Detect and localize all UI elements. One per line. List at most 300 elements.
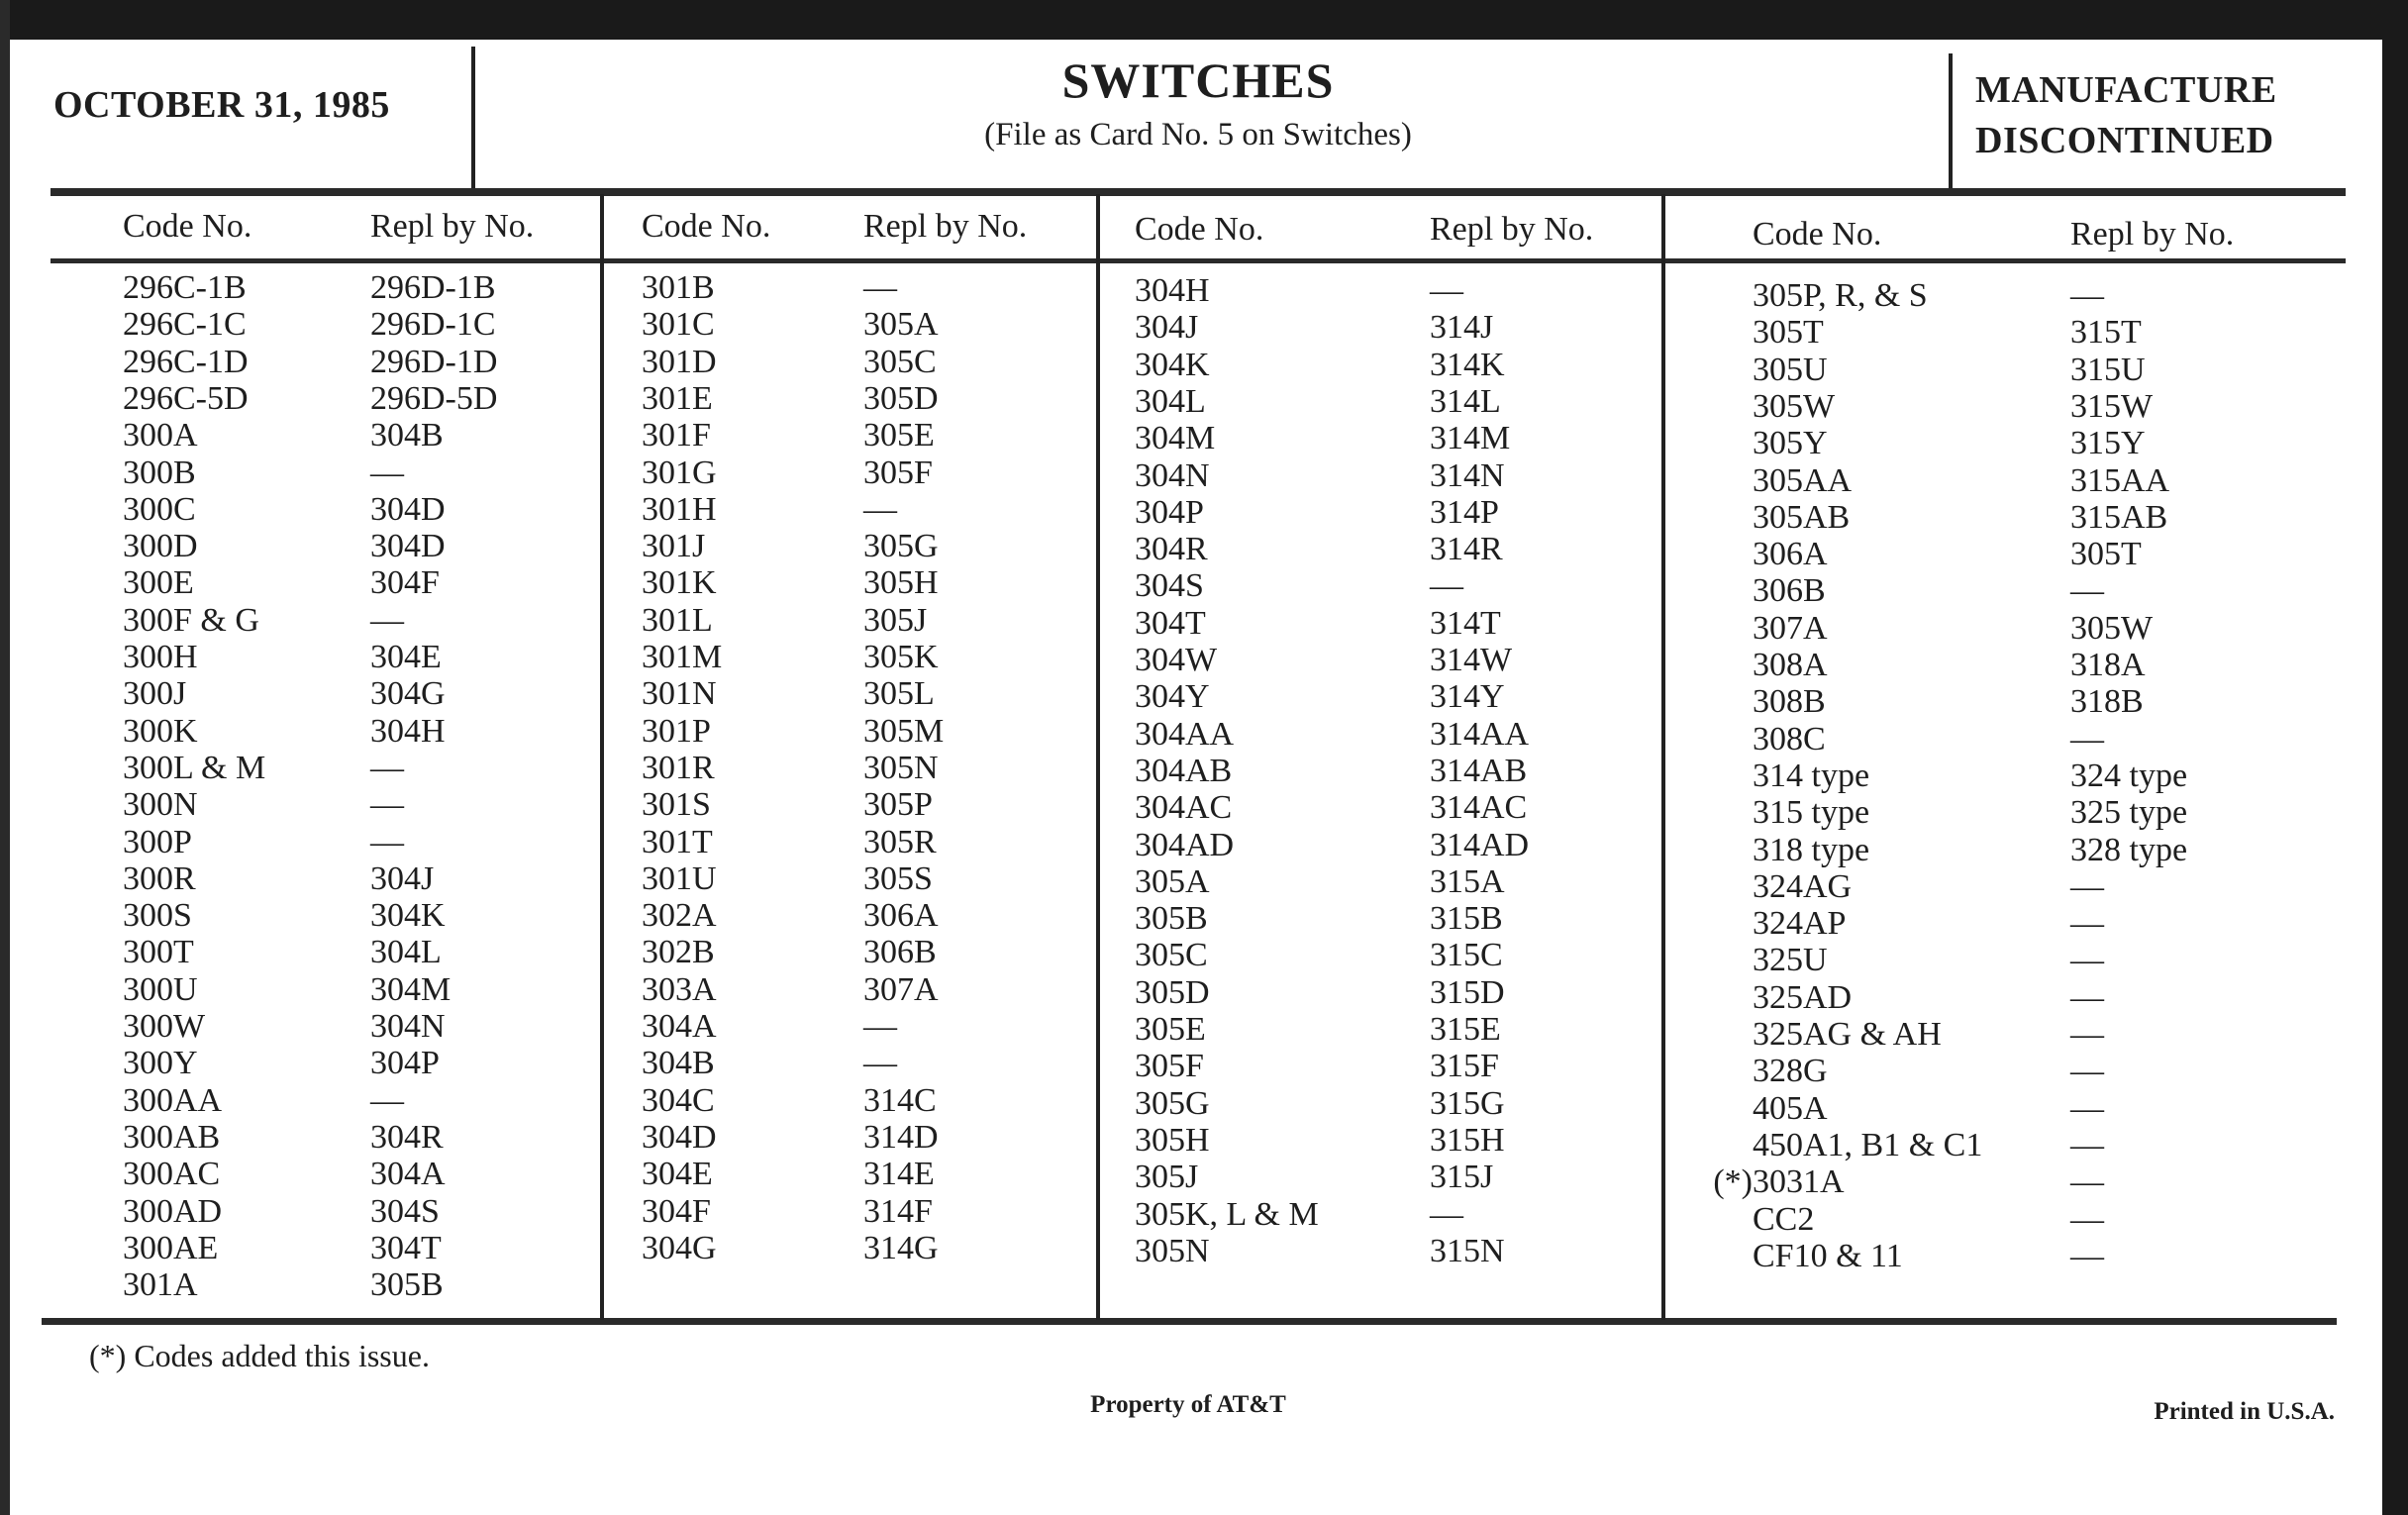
replacement-cell: — — [370, 601, 404, 639]
code-value: 300T — [123, 934, 194, 971]
code-cell — [1135, 753, 1232, 789]
code-value: 304Y — [1135, 678, 1210, 716]
code-value: 304T — [1135, 604, 1206, 642]
code-cell — [1135, 420, 1215, 456]
code-value: 305A — [1135, 862, 1210, 900]
code-value: 325U — [1753, 942, 1828, 979]
code-value: 305Y — [1753, 425, 1828, 462]
code-value: 300W — [123, 1008, 206, 1045]
scan-border-left — [0, 0, 10, 1515]
code-cell — [123, 1193, 222, 1230]
replacement-cell: — — [370, 823, 404, 860]
replacement-cell: 314AA — [1430, 715, 1530, 753]
code-cell — [123, 1266, 198, 1303]
code-cell — [642, 897, 717, 934]
code-cell — [1753, 277, 1928, 314]
code-value: 300K — [123, 712, 198, 750]
code-cell — [1753, 1090, 1828, 1127]
code-cell — [642, 1156, 713, 1192]
code-cell — [123, 380, 249, 417]
code-cell — [123, 1119, 220, 1156]
page-subtitle: (File as Card No. 5 on Switches) — [984, 117, 1412, 152]
code-value: 301T — [642, 823, 713, 860]
replacement-cell: 314C — [863, 1081, 937, 1119]
code-cell — [642, 824, 713, 860]
replacement-cell: 304J — [370, 859, 435, 897]
code-value: 300U — [123, 970, 198, 1008]
replacement-cell: 305J — [863, 601, 928, 639]
code-value: 296C-1B — [123, 269, 247, 306]
replacement-cell: 328 type — [2070, 831, 2188, 868]
replacement-cell: 318B — [2070, 683, 2144, 721]
code-value: 301R — [642, 749, 715, 786]
code-cell — [642, 380, 713, 417]
code-cell — [1135, 347, 1210, 383]
column-header-repl: Repl by No. — [2070, 216, 2235, 252]
code-value: 306A — [1753, 536, 1828, 573]
code-cell — [1753, 832, 1869, 868]
code-value: 301P — [642, 712, 711, 750]
code-value: 304W — [1135, 642, 1218, 678]
code-value: 305D — [1135, 973, 1210, 1011]
code-cell — [1135, 716, 1234, 753]
code-value: 304J — [1135, 309, 1199, 347]
replacement-cell: 315U — [2070, 351, 2146, 388]
code-value: 300AE — [123, 1229, 219, 1266]
replacement-cell: 296D-1D — [370, 343, 498, 380]
code-cell — [642, 269, 715, 306]
scan-border-right — [2382, 0, 2408, 1515]
code-cell — [123, 1156, 220, 1192]
replacement-cell: 305S — [863, 859, 933, 897]
code-cell — [1753, 794, 1869, 831]
code-cell — [1753, 942, 1828, 978]
code-cell — [123, 860, 196, 897]
footnote: (*) Codes added this issue. — [89, 1338, 430, 1373]
replacement-cell: — — [2070, 867, 2104, 905]
replacement-cell: 314L — [1430, 382, 1501, 420]
code-cell — [1135, 900, 1208, 937]
replacement-cell: 296D-5D — [370, 379, 498, 417]
code-value: 296C-1D — [123, 343, 249, 380]
code-value: 303A — [642, 970, 717, 1008]
replacement-cell: 314AD — [1430, 826, 1530, 863]
replacement-cell: 305B — [370, 1266, 444, 1304]
property-notice: Property of AT&T — [1090, 1391, 1286, 1418]
code-value: 300C — [123, 490, 196, 528]
column-header-code: Code No. — [1753, 216, 1882, 252]
replacement-cell: 315Y — [2070, 425, 2146, 462]
code-cell — [123, 1230, 218, 1266]
replacement-cell: 307A — [863, 970, 939, 1008]
replacement-cell: 304B — [370, 417, 444, 454]
code-cell — [1753, 979, 1852, 1016]
code-cell — [1753, 499, 1850, 536]
code-cell — [123, 306, 247, 343]
code-cell — [1753, 1053, 1828, 1089]
code-value: 304C — [642, 1081, 715, 1119]
code-value: 305P, R, & S — [1753, 277, 1928, 314]
replacement-cell: 314D — [863, 1118, 939, 1156]
code-cell — [642, 675, 717, 712]
code-value: 304S — [1135, 567, 1204, 605]
printed-notice: Printed in U.S.A. — [2154, 1398, 2335, 1425]
replacement-cell: 314P — [1430, 493, 1499, 531]
code-cell — [1753, 572, 1826, 609]
code-value: 3031A — [1753, 1163, 1845, 1201]
code-cell — [1135, 1159, 1198, 1195]
code-value: 296C-5D — [123, 379, 249, 417]
replacement-cell: 304M — [370, 970, 452, 1008]
code-cell — [642, 528, 705, 564]
code-value: 315 type — [1753, 794, 1870, 832]
code-cell — [1135, 457, 1210, 494]
code-cell — [1753, 1238, 1903, 1274]
replacement-cell: 305W — [2070, 609, 2154, 647]
code-value: 305H — [1135, 1121, 1210, 1159]
code-cell — [642, 1008, 717, 1045]
header-rule — [50, 188, 2346, 196]
replacement-cell: 304N — [370, 1008, 446, 1045]
code-cell — [123, 344, 249, 380]
replacement-cell: 315A — [1430, 862, 1505, 900]
replacement-cell: — — [2070, 942, 2104, 979]
column-header-code: Code No. — [1135, 211, 1264, 248]
replacement-cell: 305T — [2070, 536, 2142, 573]
code-value: 300H — [123, 639, 198, 675]
code-value: 305G — [1135, 1084, 1210, 1122]
code-value: 304B — [642, 1045, 715, 1082]
replacement-cell: — — [1430, 1195, 1463, 1233]
replacement-cell: 314Y — [1430, 678, 1505, 716]
code-cell — [1753, 610, 1828, 647]
replacement-cell: — — [2070, 1200, 2104, 1238]
code-value: 304AA — [1135, 715, 1235, 753]
replacement-cell: 325 type — [2070, 794, 2188, 832]
code-cell — [123, 824, 192, 860]
replacement-cell: 304D — [370, 490, 446, 528]
code-cell — [1135, 272, 1210, 309]
code-cell — [1135, 1233, 1210, 1269]
code-value: 305AA — [1753, 461, 1853, 499]
code-value: 304AD — [1135, 826, 1235, 863]
replacement-cell: 305E — [863, 417, 935, 454]
replacement-cell: — — [863, 269, 897, 306]
replacement-cell: 315F — [1430, 1048, 1499, 1085]
replacement-cell: — — [2070, 905, 2104, 943]
code-value: 300J — [123, 675, 187, 713]
code-value: 314 type — [1753, 757, 1870, 794]
replacement-cell: 306A — [863, 897, 939, 935]
code-value: 305J — [1135, 1159, 1199, 1196]
replacement-cell: 314E — [863, 1156, 935, 1193]
code-cell — [123, 639, 198, 675]
replacement-cell: — — [370, 1081, 404, 1119]
replacement-cell: 305C — [863, 343, 937, 380]
replacement-cell: 315G — [1430, 1084, 1505, 1122]
replacement-cell: — — [2070, 1016, 2104, 1053]
replacement-cell: 318A — [2070, 647, 2146, 683]
code-value: CC2 — [1753, 1200, 1815, 1238]
code-value: 305N — [1135, 1232, 1210, 1269]
replacement-cell: 314M — [1430, 420, 1511, 457]
replacement-cell: 304P — [370, 1045, 440, 1082]
replacement-cell: 304A — [370, 1156, 446, 1193]
code-value: 300AC — [123, 1156, 221, 1193]
code-value: 300R — [123, 859, 196, 897]
code-value: 301H — [642, 490, 717, 528]
replacement-cell: 315N — [1430, 1232, 1505, 1269]
code-cell — [1753, 905, 1846, 942]
replacement-cell: 314F — [863, 1192, 933, 1230]
code-cell — [642, 1082, 715, 1119]
column-header-code: Code No. — [642, 208, 771, 245]
code-value: 300Y — [123, 1045, 198, 1082]
code-cell — [642, 786, 711, 823]
code-cell — [1753, 425, 1828, 461]
code-cell — [123, 564, 194, 601]
code-cell — [642, 417, 711, 454]
code-value: 301C — [642, 306, 715, 344]
replacement-cell: 304G — [370, 675, 446, 713]
replacement-cell: 314K — [1430, 346, 1505, 383]
code-cell — [642, 602, 713, 639]
code-value: 301A — [123, 1266, 198, 1304]
code-cell — [642, 860, 717, 897]
code-value: 301M — [642, 639, 723, 675]
code-cell — [123, 897, 192, 934]
code-cell — [123, 934, 194, 970]
issue-date: OCTOBER 31, 1985 — [53, 84, 390, 126]
code-cell — [1135, 1085, 1210, 1122]
replacement-cell: 315AB — [2070, 498, 2168, 536]
code-value: 300S — [123, 897, 192, 935]
code-cell — [1753, 1201, 1814, 1238]
replacement-cell: 305R — [863, 823, 937, 860]
code-cell — [1135, 937, 1208, 973]
replacement-cell: 305G — [863, 528, 939, 565]
replacement-cell: 314R — [1430, 531, 1503, 568]
replacement-cell: 315T — [2070, 314, 2142, 352]
replacement-cell: — — [863, 1045, 897, 1082]
replacement-cell: 304L — [370, 934, 442, 971]
code-cell — [1135, 678, 1210, 715]
code-cell — [642, 454, 717, 491]
code-cell — [1135, 383, 1206, 420]
code-cell — [1753, 462, 1852, 499]
code-value: 300F & G — [123, 601, 259, 639]
code-cell — [123, 971, 198, 1008]
replacement-cell: 314AB — [1430, 752, 1528, 789]
replacement-cell: 304H — [370, 712, 446, 750]
code-cell — [123, 1008, 205, 1045]
code-cell — [123, 528, 198, 564]
replacement-cell: 315W — [2070, 387, 2154, 425]
code-value: 304G — [642, 1229, 717, 1266]
replacement-cell: 315B — [1430, 900, 1503, 938]
replacement-cell: — — [1430, 272, 1463, 309]
code-cell — [123, 750, 265, 786]
code-value: 300D — [123, 528, 198, 565]
replacement-cell: 305L — [863, 675, 935, 713]
code-value: 300AA — [123, 1081, 223, 1119]
code-cell — [1135, 789, 1232, 826]
scan-border-top — [0, 0, 2408, 40]
replacement-cell: 315AA — [2070, 461, 2170, 499]
code-value: 405A — [1753, 1089, 1828, 1127]
replacement-cell: — — [863, 490, 897, 528]
code-value: 300E — [123, 564, 194, 602]
code-cell — [1135, 827, 1234, 863]
code-value: 318 type — [1753, 831, 1870, 868]
code-cell — [642, 1119, 717, 1156]
column-header-repl: Repl by No. — [1430, 211, 1594, 248]
replacement-cell: 314AC — [1430, 789, 1528, 827]
code-cell — [642, 306, 715, 343]
code-cell — [1135, 1011, 1206, 1048]
code-value: 304K — [1135, 346, 1210, 383]
code-cell — [123, 675, 186, 712]
code-cell — [1135, 605, 1206, 642]
code-value: 305K, L & M — [1135, 1195, 1319, 1233]
replacement-cell: 304R — [370, 1118, 444, 1156]
code-cell — [1135, 309, 1198, 346]
replacement-cell: — — [2070, 277, 2104, 314]
code-cell — [1753, 1127, 1982, 1163]
code-cell — [642, 971, 717, 1008]
code-cell — [1753, 352, 1828, 388]
header-divider-right — [1949, 53, 1953, 194]
code-value: 300L & M — [123, 749, 266, 786]
column-divider-2 — [1096, 194, 1100, 1320]
code-value: 300AB — [123, 1118, 221, 1156]
replacement-cell: 314J — [1430, 309, 1494, 347]
code-value: 307A — [1753, 609, 1828, 647]
replacement-cell: 304F — [370, 564, 440, 602]
code-value: 301S — [642, 786, 711, 824]
code-cell — [123, 454, 196, 491]
code-value: 308B — [1753, 683, 1826, 721]
code-value: 305T — [1753, 314, 1824, 352]
code-cell — [642, 1045, 715, 1081]
replacement-cell: — — [2070, 1053, 2104, 1090]
code-cell — [1135, 1122, 1210, 1159]
code-value: 301N — [642, 675, 717, 713]
replacement-cell: 324 type — [2070, 757, 2188, 794]
replacement-cell: 315H — [1430, 1121, 1505, 1159]
replacement-cell: 305N — [863, 749, 939, 786]
code-cell — [123, 491, 196, 528]
column-header-repl: Repl by No. — [863, 208, 1028, 245]
code-cell — [123, 1082, 222, 1119]
replacement-cell: — — [1430, 567, 1463, 605]
replacement-cell: — — [863, 1008, 897, 1045]
code-cell — [123, 417, 198, 454]
replacement-cell: — — [2070, 1126, 2104, 1163]
code-value: 306B — [1753, 572, 1826, 610]
code-value: CF10 & 11 — [1753, 1237, 1903, 1274]
code-value: 305W — [1753, 387, 1836, 425]
code-value: 301G — [642, 454, 717, 491]
code-cell — [1135, 1196, 1319, 1233]
replacement-cell: 305M — [863, 712, 945, 750]
replacement-cell: 305F — [863, 454, 933, 491]
code-value: 305B — [1135, 900, 1208, 938]
code-value: 300A — [123, 417, 198, 454]
code-cell — [123, 786, 198, 823]
replacement-cell: 296D-1C — [370, 306, 496, 344]
code-cell — [1135, 531, 1208, 567]
replacement-cell: — — [370, 454, 404, 491]
code-value: 300B — [123, 454, 196, 491]
code-cell — [642, 934, 715, 970]
replacement-cell: — — [370, 749, 404, 786]
code-value: 308C — [1753, 720, 1826, 758]
code-value: 304A — [642, 1008, 717, 1045]
code-cell — [1753, 721, 1826, 758]
new-code-marker: (*) — [1713, 1163, 1753, 1201]
code-value: 305C — [1135, 937, 1208, 974]
replacement-cell: 315J — [1430, 1159, 1494, 1196]
code-value: 304E — [642, 1156, 713, 1193]
replacement-cell: 305A — [863, 306, 939, 344]
code-value: 302A — [642, 897, 717, 935]
replacement-cell: 304S — [370, 1192, 440, 1230]
code-value: 301B — [642, 269, 715, 306]
code-cell — [123, 1045, 198, 1081]
code-value: 304N — [1135, 456, 1210, 494]
code-value: 308A — [1753, 647, 1828, 683]
replacement-cell: 305D — [863, 379, 939, 417]
code-value: 301D — [642, 343, 717, 380]
replacement-cell: — — [2070, 1089, 2104, 1127]
code-value: 301U — [642, 859, 717, 897]
replacement-cell: 306B — [863, 934, 937, 971]
header-divider-left — [471, 47, 475, 188]
code-cell — [642, 491, 717, 528]
code-cell — [1753, 314, 1824, 351]
code-cell — [1135, 567, 1204, 604]
replacement-cell: 314G — [863, 1229, 939, 1266]
code-cell — [1753, 758, 1869, 794]
replacement-cell: — — [2070, 1237, 2104, 1274]
replacement-cell: 304E — [370, 639, 442, 675]
code-value: 304R — [1135, 531, 1208, 568]
code-cell — [123, 602, 259, 639]
code-value: 300AD — [123, 1192, 223, 1230]
code-cell — [642, 344, 717, 380]
status-line-2: DISCONTINUED — [1975, 120, 2274, 161]
replacement-cell: 315D — [1430, 973, 1505, 1011]
code-cell — [1135, 974, 1210, 1011]
code-value: 301E — [642, 379, 713, 417]
code-value: 300P — [123, 823, 192, 860]
replacement-cell: 305P — [863, 786, 933, 824]
code-cell — [642, 564, 717, 601]
code-value: 305F — [1135, 1048, 1204, 1085]
code-value: 328G — [1753, 1053, 1828, 1090]
code-value: 324AP — [1753, 905, 1847, 943]
replacement-cell: — — [2070, 1163, 2104, 1201]
code-cell — [1713, 1163, 1845, 1201]
code-value: 304M — [1135, 420, 1216, 457]
replacement-cell: 304D — [370, 528, 446, 565]
replacement-cell: 314W — [1430, 642, 1513, 678]
code-cell — [123, 269, 247, 306]
column-divider-3 — [1661, 194, 1665, 1320]
bottom-rule — [42, 1318, 2337, 1325]
code-value: 301F — [642, 417, 711, 454]
